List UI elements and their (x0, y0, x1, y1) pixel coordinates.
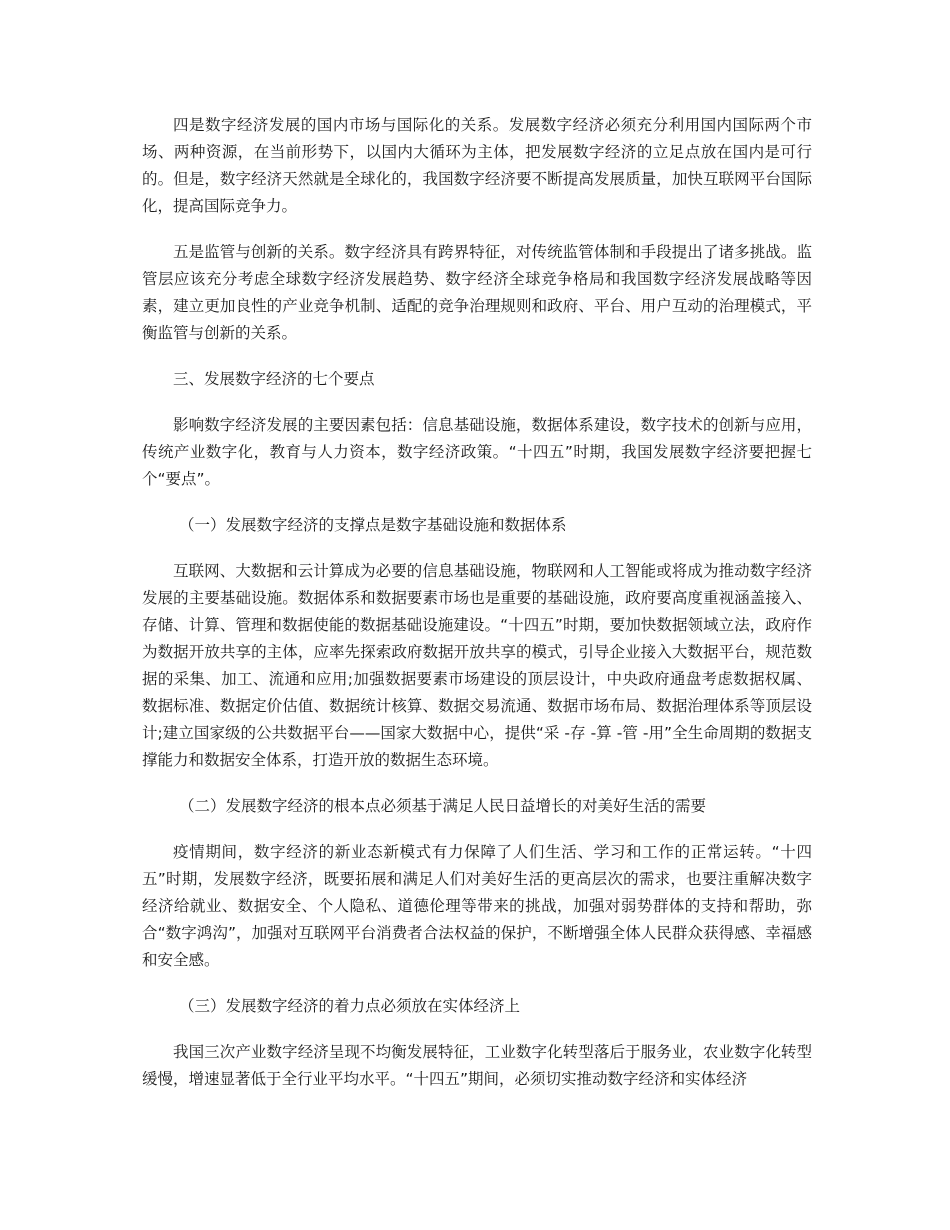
subheading-people-needs: （二）发展数字经济的根本点必须基于满足人民日益增长的对美好生活的需要 (179, 797, 707, 815)
paragraph-regulation-innovation: 五是监管与创新的关系。数字经济具有跨界特征，对传统监管体制和手段提出了诸多挑战。监管层应该充分考虑全球数字经济发展趋势、数字经济全球竞争格局和我国数字经济发展战略等因素，建立更加良性的产业竞争机制、适配的竞争治理规则和政府、平台、用户互动的治理模式，平衡监管与创新的关系。 (142, 243, 812, 342)
document-body (142, 112, 812, 1112)
paragraph-people-needs: 疫情期间，数字经济的新业态新模式有力保障了人们生活、学习和工作的正常运转。“十四五”时期，发展数字经济，既要拓展和满足人们对美好生活的更高层次的需求，也要注重解决数字经济给就业、数据安全、个人隐私、道德伦理等带来的挑战，加强对弱势群体的支持和帮助，弥合“数字鸿沟”，加强对互联网平台消费者合法权益的保护，不断增强全体人民群众获得感、幸福感和安全感。 (142, 843, 812, 969)
paragraph-infrastructure: 互联网、大数据和云计算成为必要的信息基础设施，物联网和人工智能或将成为推动数字经济发展的主要基础设施。数据体系和数据要素市场也是重要的基础设施，政府要高度重视涵盖接入、存储、计算、管理和数据使能的数据基础设施建设。“十四五”时期，要加快数据领域立法，政府作为数据开放共享的主体，应率先探索政府数据开放共享的模式，引导企业接入大数据平台，规范数据的采集、加工、流通和应用;加强数据要素市场建设的顶层设计，中央政府通盘考虑数据权属、数据标准、数据定价估值、数据统计核算、数据交易流通、数据市场布局、数据治理体系等顶层设计;建立国家级的公共数据平台——国家大数据中心，提供“采 -存 -算 -管 -用”全生命周期的数据支撑能力和数据安全体系，打造开放的数据生态环境。 (142, 562, 812, 769)
subheading-real-economy: （三）发展数字经济的着力点必须放在实体经济上 (179, 997, 521, 1015)
subheading-infrastructure: （一）发展数字经济的支撑点是数字基础设施和数据体系 (179, 516, 567, 534)
paragraph-main-factors: 影响数字经济发展的主要因素包括：信息基础设施，数据体系建设，数字技术的创新与应用，传统产业数字化，教育与人力资本，数字经济政策。“十四五”时期，我国发展数字经济要把握七个“要点”。 (142, 416, 812, 488)
paragraph-domestic-international: 四是数字经济发展的国内市场与国际化的关系。发展数字经济必须充分利用国内国际两个市场、两种资源，在当前形势下，以国内大循环为主体，把发展数字经济的立足点放在国内是可行的。但是，数字经济天然就是全球化的，我国数字经济要不断提高发展质量，加快互联网平台国际化，提高国际竞争力。 (142, 116, 812, 215)
paragraph-real-economy: 我国三次产业数字经济呈现不均衡发展特征，工业数字化转型落后于服务业，农业数字化转型缓慢，增速显著低于全行业平均水平。“十四五”期间，必须切实推动数字经济和实体经济 (142, 1043, 812, 1088)
section-heading-seven-points: 三、发展数字经济的七个要点 (173, 370, 375, 388)
